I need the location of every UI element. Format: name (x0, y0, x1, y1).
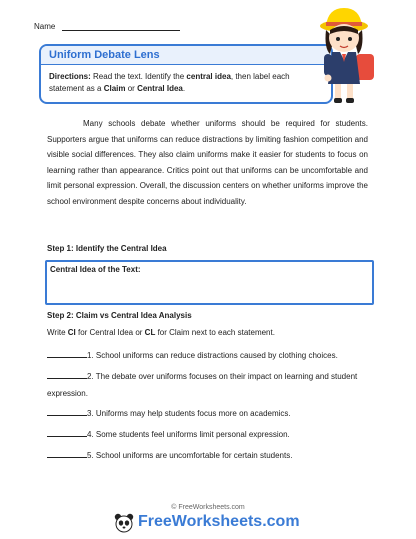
directions-text-3: or (125, 84, 138, 93)
worksheet-title: Uniform Debate Lens (49, 49, 160, 61)
statement-text: 2. The debate over uniforms focuses on their impact on learning and student expression. (47, 372, 358, 398)
footer-brand (112, 512, 312, 534)
name-row (34, 22, 180, 31)
directions-term-claim: Claim (103, 84, 126, 93)
instructions-text-c: for Claim next to each statement. (155, 328, 275, 337)
answer-blank[interactable] (47, 408, 87, 416)
statement-text: 1. School uniforms can reduce distractions caused by clothing choices. (87, 351, 338, 360)
title-box (39, 44, 333, 104)
instructions-text-a: Write (47, 328, 68, 337)
statement-text: 3. Uniforms may help students focus more on academics. (87, 409, 291, 418)
directions-text-2: , then label each statement as a (49, 72, 290, 93)
answer-blank[interactable] (47, 371, 87, 379)
statement-text: 5. School uniforms are uncomfortable for certain students. (87, 451, 293, 460)
directions-term-central-idea-2: Central Idea (137, 84, 183, 93)
schoolgirl-illustration (304, 4, 384, 108)
directions (49, 71, 323, 95)
instructions-cl: CL (144, 328, 156, 337)
directions-label: Directions: (49, 72, 91, 81)
statement-text: 4. Some students feel uniforms limit personal expression. (87, 430, 290, 439)
name-label: Name (34, 22, 56, 31)
answer-blank[interactable] (47, 450, 87, 458)
answer-blank[interactable] (47, 350, 87, 358)
statement-5 (47, 447, 368, 464)
brand-name: FreeWorksheets.com (138, 513, 300, 530)
statement-3 (47, 405, 368, 422)
statement-2 (47, 368, 368, 402)
directions-term-central-idea: central idea (186, 72, 231, 81)
step-2-heading: Step 2: Claim vs Central Idea Analysis (47, 311, 192, 320)
central-idea-answer-box[interactable] (45, 260, 374, 305)
directions-text-1: Read the text. Identify the (90, 72, 187, 81)
answer-blank[interactable] (47, 429, 87, 437)
statement-4 (47, 426, 368, 443)
instructions-text-b: for Central Idea or (75, 328, 145, 337)
panda-logo-icon (114, 513, 134, 533)
statement-1 (47, 347, 368, 364)
reading-passage: Many schools debate whether uniforms should be required for students. Supporters argue that uniforms can reduce distractions by limiting fashion competition and visible social differences. They also claim uniforms make it easier for students to focus on learning rather than appearance. Critics point out that uniforms can be uncomfortable and limit personal expression. Overall, the discussion centers on whether uniforms improve the school environment despite concerns about individuality. (47, 119, 368, 206)
instructions-ci: CI (67, 328, 76, 337)
footer-copyright: © FreeWorksheets.com (171, 504, 245, 511)
claim-instructions (47, 328, 275, 337)
name-blank[interactable] (62, 22, 180, 31)
central-idea-label: Central Idea of the Text: (50, 265, 141, 274)
directions-text-4: . (182, 84, 186, 93)
step-1-heading: Step 1: Identify the Central Idea (47, 244, 167, 253)
